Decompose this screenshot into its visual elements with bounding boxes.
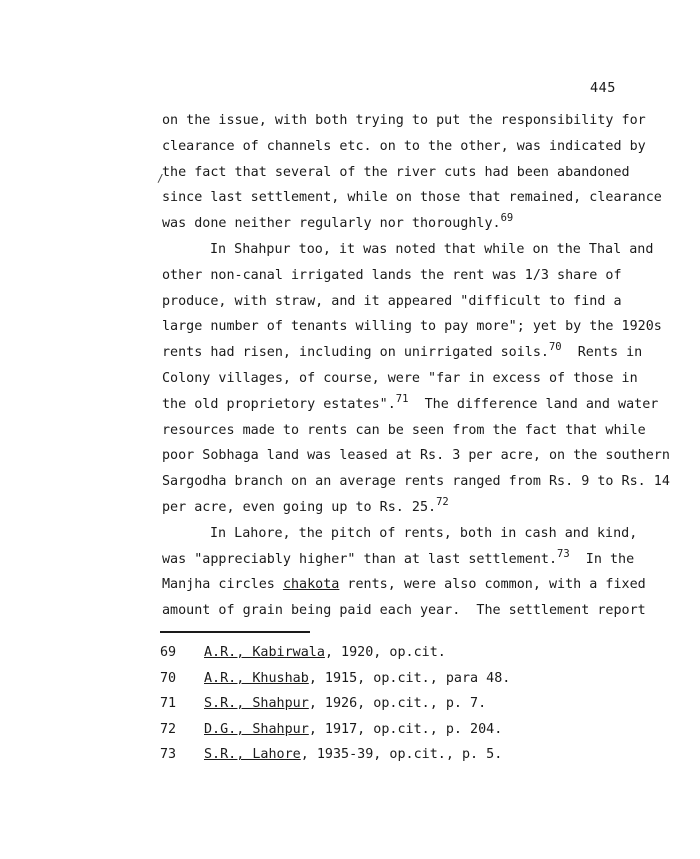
text-line: In Lahore, the pitch of rents, both in cash and kind, [210,525,638,541]
text-line: Colony villages, of course, were "far in excess of those in [162,370,638,386]
footnote-ref: 69 [500,212,514,225]
footnote-source: A.R., Kabirwala [204,645,325,660]
footnote-source: D.G., Shahpur [204,721,309,737]
footnote-ref: 71 [395,392,409,405]
footnote-source: A.R., Khushab [204,670,309,686]
footnote-source: S.R., Shahpur [204,696,309,712]
paragraph-1 [162,108,662,237]
paragraph-3 [162,521,662,624]
underlined-term: chakota [282,577,340,593]
text-line: rents had risen, including on unirrigated soils.$^{70}$ Rents in [162,341,643,361]
footnote: 69 A.R., Kabirwala , 1920, op.cit. [160,640,640,666]
body-text [162,108,670,624]
text-line: Manjha circles chakota rents, were also common, with a fixed [162,577,646,593]
footnote-number: 69 [160,645,177,660]
footnote-number: 71 [160,696,177,712]
text-line: per acre, even going up to Rs. 25.72 [162,495,449,515]
text-line: produce, with straw, and it appeared "difficult to find a [162,293,622,309]
text-line: In Shahpur too, it was noted that while on the Thal and [210,241,654,257]
text-line: on the issue, with both trying to put the responsibility for [162,113,646,128]
paragraph-2 [162,237,670,521]
footnote-source: S.R., Lahore [204,747,301,763]
text-line: other non-canal irrigated lands the rent was 1/3 share of [162,267,622,283]
text-line: was "appreciably higher" than at last settlement.$^{73}$ In the [162,547,635,567]
footnote: 72 D.G., Shahpur , 1917, op.cit., p. 204. [160,717,640,743]
text-line: was done neither regularly nor thoroughly.$^{69}$ [162,212,514,232]
footnote-number: 72 [160,721,177,737]
text-line: the old proprietory estates".$^{71}$ The difference land and water [162,392,659,412]
page-number: 445 [590,80,616,96]
margin-mark: / [157,172,164,185]
footnote-divider [160,631,310,633]
footnote-number: 73 [160,747,177,763]
text-line: clearance of channels etc. on to the other, was indicated by [162,138,646,154]
footnote: 73 S.R., Lahore , 1935-39, op.cit., p. 5. [160,742,640,768]
text-line: resources made to rents can be seen from the fact that while [162,422,646,438]
text-line: the fact that several of the river cuts had been abandoned [162,164,630,180]
footnote-number: 70 [160,670,177,686]
footnote-ref: 70 [548,341,562,354]
text-line: large number of tenants willing to pay more"; yet by the 1920s [162,319,662,335]
text-line: since last settlement, while on those that remained, clearance [162,190,662,206]
footnote: 71 S.R., Shahpur , 1926, op.cit., p. 7. [160,691,640,717]
text-line: Sargodha branch on an average rents ranged from Rs. 9 to Rs. 14 [162,474,670,490]
text-line: amount of grain being paid each year. The settlement report [162,603,646,619]
text-line: poor Sobhaga land was leased at Rs. 3 per acre, on the southern [162,448,670,464]
footnote: 70 A.R., Khushab , 1915, op.cit., para 48. [160,666,640,692]
footnotes [160,640,640,768]
footnote-ref: 73 [557,547,570,560]
footnote-ref: 72 [436,495,449,508]
